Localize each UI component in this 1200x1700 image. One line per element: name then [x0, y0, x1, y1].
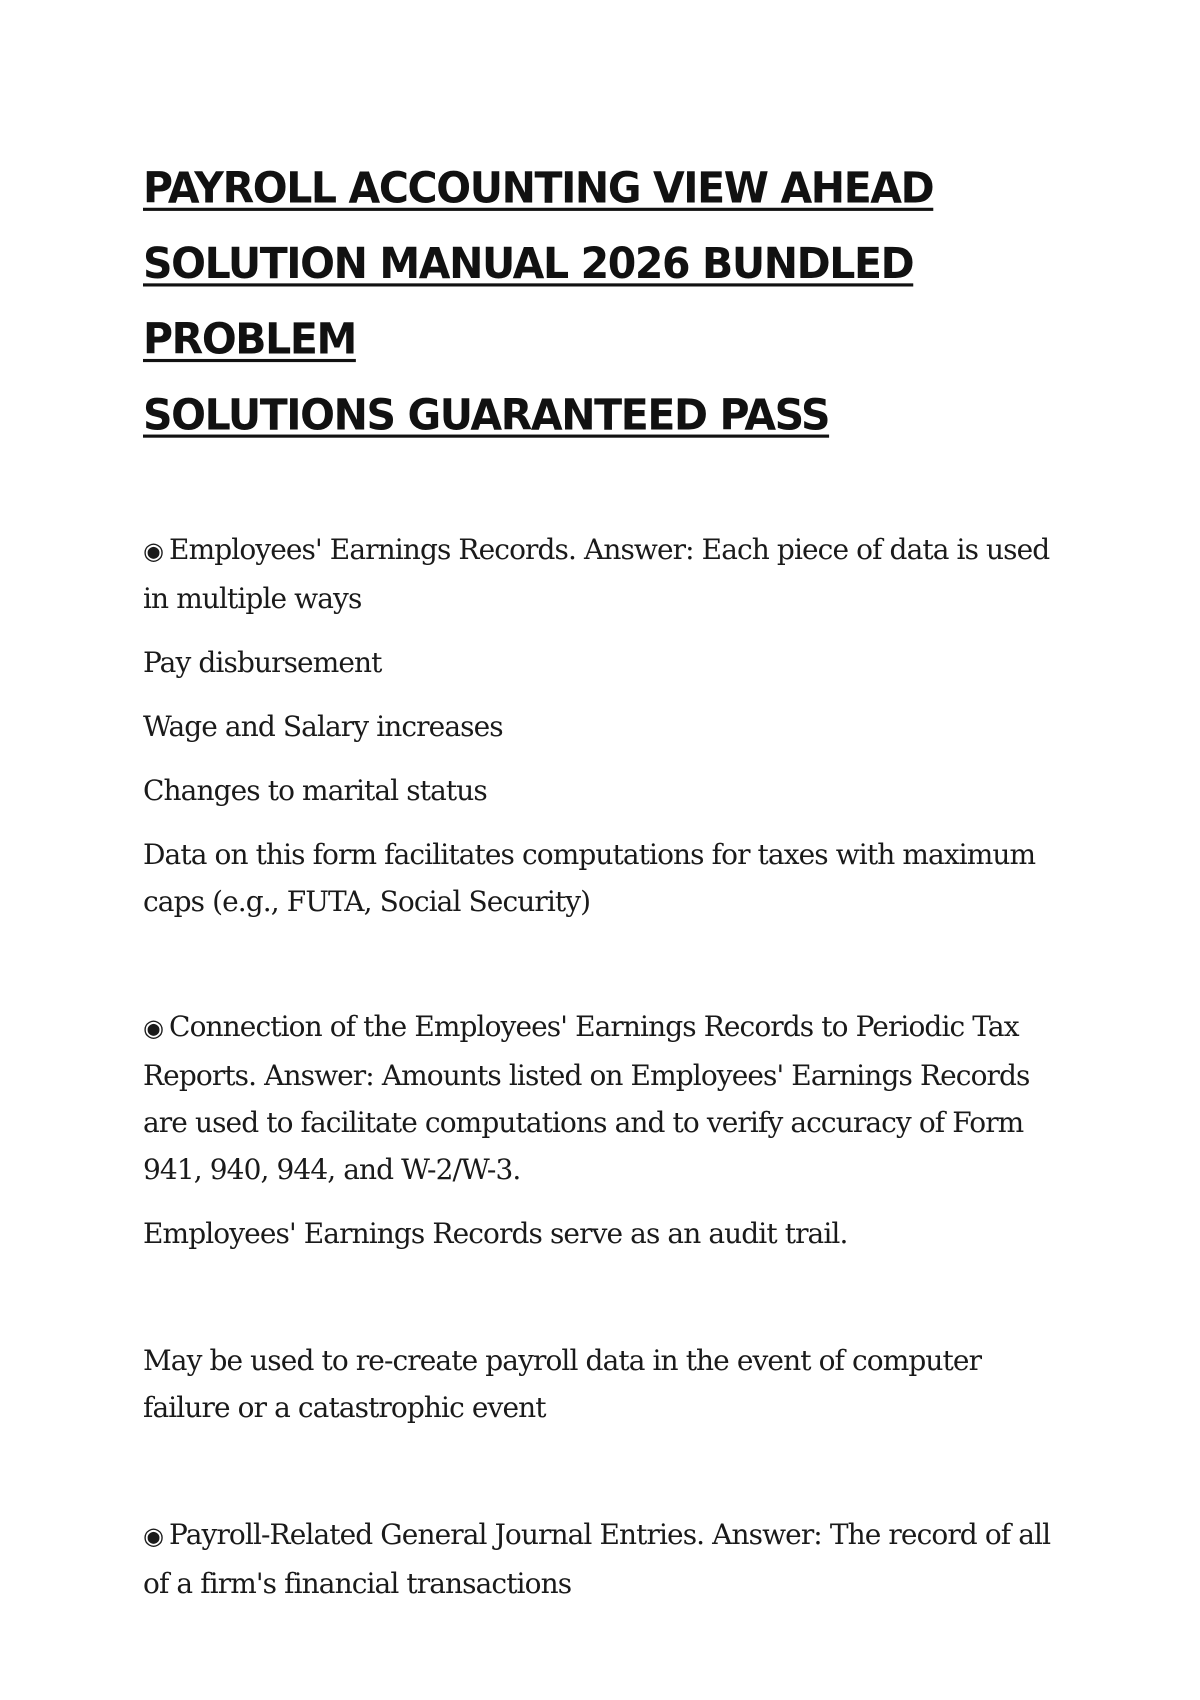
list-item: Pay disbursement: [143, 646, 382, 679]
document-body: [143, 526, 1068, 1607]
title-line-2: SOLUTION MANUAL 2026 BUNDLED PROBLEM: [143, 238, 914, 365]
section-employees-earnings-records: [143, 526, 1068, 925]
list-item: Wage and Salary increases: [143, 710, 503, 743]
title-line-1: PAYROLL ACCOUNTING VIEW AHEAD: [143, 162, 934, 213]
bullet-icon: ◉: [143, 1522, 164, 1550]
list-item: Employees' Earnings Records serve as an audit trail.: [143, 1217, 848, 1250]
section-lead: [143, 1511, 1068, 1607]
bullet-icon: ◉: [143, 537, 164, 565]
section-lead: [143, 1003, 1068, 1193]
title-line-3: SOLUTIONS GUARANTEED PASS: [143, 389, 830, 440]
bullet-icon: ◉: [143, 1014, 164, 1042]
list-item: Changes to marital status: [143, 774, 487, 807]
list-item: Data on this form facilitates computations for taxes with maximum caps (e.g., FUTA, Social Security): [143, 838, 1036, 918]
lead-text: Payroll-Related General Journal Entries. Answer: The record of all of a firm's financial transactions: [143, 1518, 1051, 1600]
document-title: [143, 150, 1068, 452]
section-lead: [143, 526, 1068, 622]
extra-note: May be used to re-create payroll data in the event of computer failure or a catastrophic event: [143, 1344, 982, 1424]
section-periodic-tax-reports: [143, 1003, 1068, 1431]
lead-text: Employees' Earnings Records. Answer: Each piece of data is used in multiple ways: [143, 533, 1050, 615]
section-general-journal-entries: [143, 1511, 1068, 1607]
document-page: [143, 150, 1068, 1607]
lead-text: Connection of the Employees' Earnings Records to Periodic Tax Reports. Answer: Amounts listed on Employees' Earnings Records are used to facilitate computations and to verify accuracy of Form 941, 940, 944, and W-2/W-3.: [143, 1010, 1030, 1186]
